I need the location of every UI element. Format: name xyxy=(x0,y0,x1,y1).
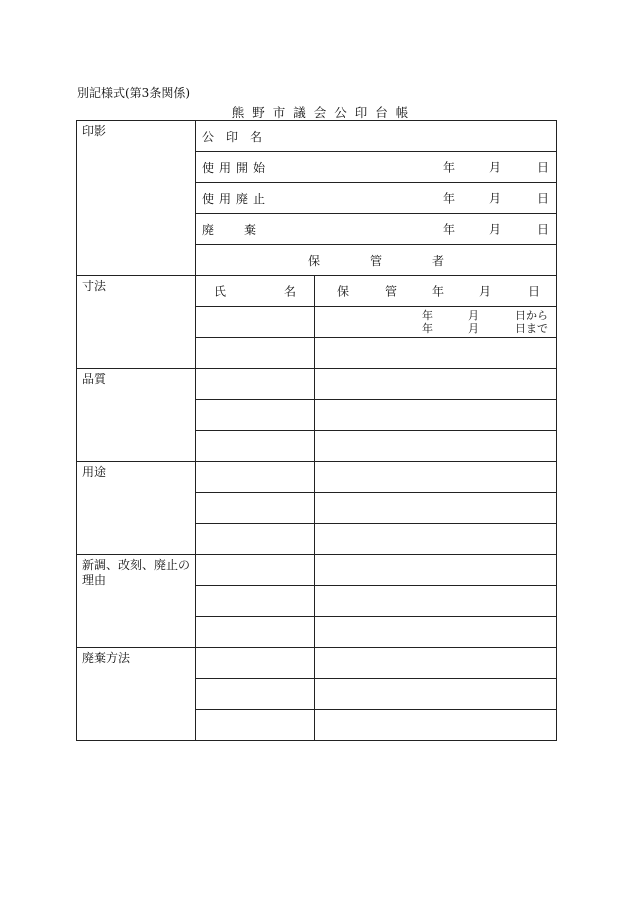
custodian-name-cell[interactable] xyxy=(196,338,315,369)
custody-period-cell[interactable] xyxy=(315,586,557,617)
name-header-1: 氏 xyxy=(214,284,227,299)
year-unit: 年 xyxy=(443,160,456,175)
label-dimensions: 寸法 xyxy=(77,276,196,369)
custody-period-cell[interactable] xyxy=(315,369,557,400)
seal-name-label: 公印名 xyxy=(202,129,275,144)
day-unit: 日 xyxy=(537,191,550,206)
custodian-name-cell[interactable] xyxy=(196,400,315,431)
row-material-1 xyxy=(77,369,557,400)
custody-period-cell[interactable] xyxy=(315,524,557,555)
custody-period-cell[interactable] xyxy=(315,431,557,462)
use-start-label: 使用開始 xyxy=(202,160,271,175)
custodian-name-cell[interactable] xyxy=(196,524,315,555)
form-reference-note: 別記様式(第3条関係) xyxy=(77,86,190,100)
row-usage-1 xyxy=(77,462,557,493)
month-unit: 月 xyxy=(489,222,502,237)
custodian-heading: 保管者 xyxy=(196,245,557,276)
custodian-name-cell[interactable] xyxy=(196,710,315,741)
custody-period-cell[interactable] xyxy=(315,338,557,369)
year-unit: 年 xyxy=(443,191,456,206)
row-custodian-columns xyxy=(77,276,557,307)
day-unit: 日 xyxy=(537,222,550,237)
custody-period-cell[interactable] xyxy=(315,555,557,586)
disposal-label: 廃棄 xyxy=(202,222,287,237)
custody-period-cell[interactable] xyxy=(315,307,557,338)
custodian-name-cell[interactable] xyxy=(196,648,315,679)
custody-period-cell[interactable] xyxy=(315,493,557,524)
month-unit: 月 xyxy=(489,191,502,206)
custodian-name-cell[interactable] xyxy=(196,431,315,462)
period-month-from: 月 xyxy=(468,309,479,322)
custody-period-cell[interactable] xyxy=(315,648,557,679)
period-month-to: 月 xyxy=(468,322,479,335)
row-disposal-method-1 xyxy=(77,648,557,679)
field-seal-name[interactable] xyxy=(196,121,557,152)
label-material: 品質 xyxy=(77,369,196,462)
name-header-2: 名 xyxy=(283,284,296,299)
row-seal-name xyxy=(77,121,557,152)
custody-period-cell[interactable] xyxy=(315,617,557,648)
custodian-name-cell[interactable] xyxy=(196,555,315,586)
custody-period-cell[interactable] xyxy=(315,679,557,710)
field-disposal[interactable] xyxy=(196,214,557,245)
label-impression: 印影 xyxy=(77,121,196,276)
custodian-name-cell[interactable] xyxy=(196,462,315,493)
year-unit: 年 xyxy=(443,222,456,237)
month-unit: 月 xyxy=(489,160,502,175)
period-year-from: 年 xyxy=(422,309,433,322)
custodian-name-cell[interactable] xyxy=(196,679,315,710)
period-from: 日から xyxy=(515,309,548,322)
custodian-name-cell[interactable] xyxy=(196,307,315,338)
year-unit: 年 xyxy=(432,284,445,299)
month-unit: 月 xyxy=(479,284,492,299)
header-custody-date xyxy=(315,276,557,307)
period-to: 日まで xyxy=(515,322,548,335)
day-unit: 日 xyxy=(537,160,550,175)
custody-period-cell[interactable] xyxy=(315,462,557,493)
field-use-stop[interactable] xyxy=(196,183,557,214)
label-usage: 用途 xyxy=(77,462,196,555)
custody-period-cell[interactable] xyxy=(315,710,557,741)
document-title: 熊野市議会公印台帳 xyxy=(231,105,417,120)
header-name xyxy=(196,276,315,307)
field-use-start[interactable] xyxy=(196,152,557,183)
custodian-name-cell[interactable] xyxy=(196,369,315,400)
custodian-name-cell[interactable] xyxy=(196,586,315,617)
custody-header-2: 管 xyxy=(385,284,398,299)
label-reason: 新調、改刻、廃止の理由 xyxy=(77,555,196,648)
custody-period-cell[interactable] xyxy=(315,400,557,431)
custodian-name-cell[interactable] xyxy=(196,617,315,648)
period-year-to: 年 xyxy=(422,322,433,335)
row-reason-1 xyxy=(77,555,557,586)
label-disposal-method: 廃棄方法 xyxy=(77,648,196,741)
custodian-name-cell[interactable] xyxy=(196,493,315,524)
seal-ledger-table xyxy=(76,120,557,741)
use-stop-label: 使用廃止 xyxy=(202,191,271,206)
custody-header-1: 保 xyxy=(337,284,350,299)
day-unit: 日 xyxy=(528,284,541,299)
